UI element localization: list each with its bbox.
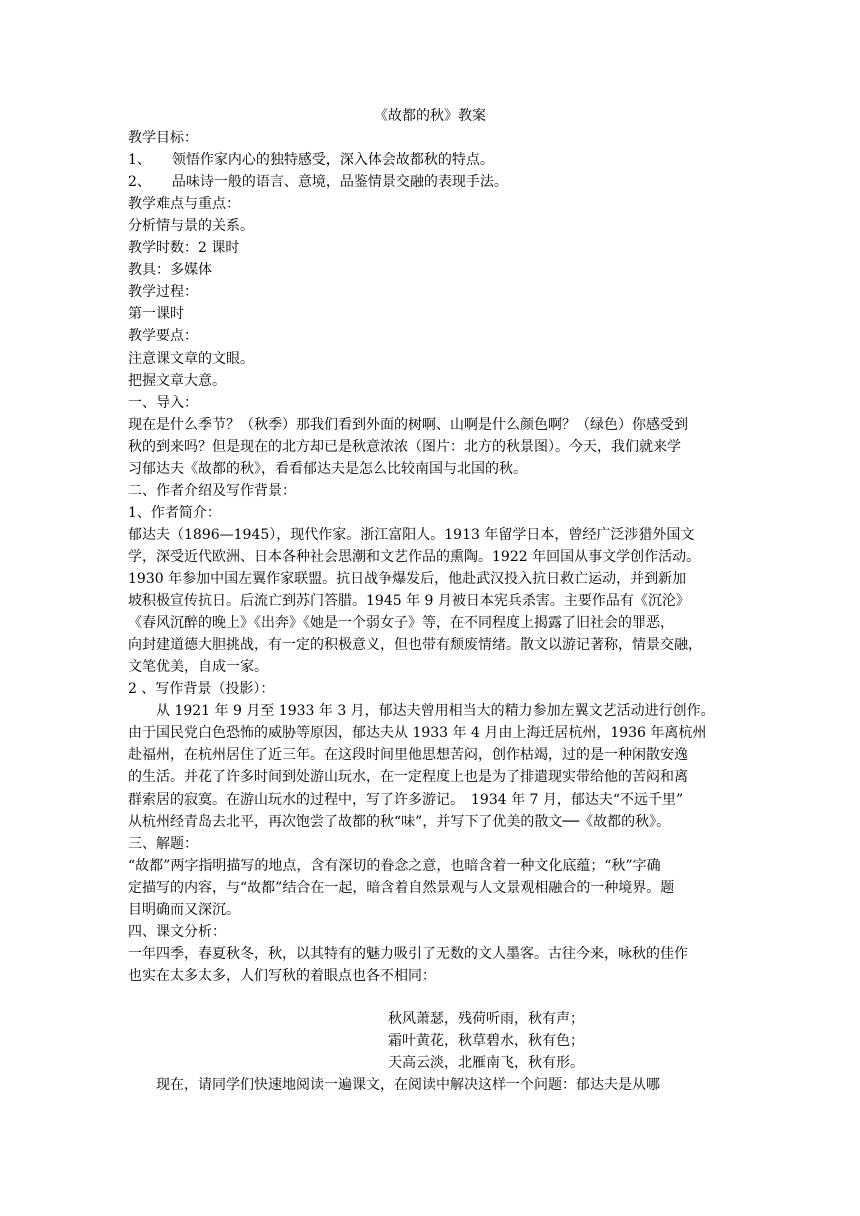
text-line: 坡积极宣传抗日。后流亡到苏门答腊。1945 年 9 月被日本宪兵杀害。主要作品有《沉沦》 xyxy=(128,593,690,610)
text-line: 二、作者介绍及写作背景： xyxy=(128,482,296,499)
text-line: 的生活。并花了许多时间到处游山玩水，在一定程度上也是为了排遣现实带给他的苦闷和离 xyxy=(128,769,688,786)
text-line: 2 、写作背景（投影）： xyxy=(128,681,275,698)
text-line: 教学难点与重点： xyxy=(128,196,240,213)
text-line: 郁达夫（1896—1945），现代作家。浙江富阳人。1913 年留学日本，曾经广泛涉猎外国文 xyxy=(128,526,695,543)
text-line: 教学时数：2 课时 xyxy=(128,240,240,257)
text-line: 《春风沉醉的晚上》《出奔》《她是一个弱女子》等，在不同程度上揭露了旧社会的罪恶， xyxy=(128,615,674,632)
text-line: 一、导入： xyxy=(128,394,198,411)
text-line: 注意课文章的文眼。 xyxy=(128,350,254,367)
text-line: 定描写的内容，与“故都”结合在一起，暗含着自然景观与人文景观相融合的一种境界。题 xyxy=(128,879,675,896)
text-line: 向封建道德大胆挑战，有一定的积极意义，但也带有颓废情绪。散文以游记著称，情景交融， xyxy=(128,637,702,654)
text-line: 四、课文分析： xyxy=(128,923,226,940)
text-line: “故都”两字指明描写的地点，含有深切的眷念之意，也暗含着一种文化底蕴；“秋”字确 xyxy=(128,857,661,874)
text-line: 赴福州，在杭州居住了近三年。在这段时间里他思想苦闷，创作枯竭，过的是一种闲散安逸 xyxy=(128,747,688,764)
text-line: 也实在太多太多，人们写秋的着眼点也各不相同： xyxy=(128,967,436,984)
text-line: 教具：多媒体 xyxy=(128,262,212,279)
text-line: 2、 品味诗一般的语言、意境，品鉴情景交融的表现手法。 xyxy=(128,174,508,191)
text-line: 从杭州经青岛去北平，再次饱尝了故都的秋“味”，并写下了优美的散文──《故都的秋》。 xyxy=(128,813,671,830)
verse-line: 秋风萧瑟，残荷听雨，秋有声； xyxy=(388,1011,584,1027)
text-line: 由于国民党白色恐怖的威胁等原因，郁达夫从 1933 年 4 月由上海迁居杭州，1936 年离杭州 xyxy=(128,725,707,742)
text-line: 三、解题： xyxy=(128,835,198,852)
text-line: 分析情与景的关系。 xyxy=(128,218,254,235)
text-line: 文笔优美，自成一家。 xyxy=(128,659,268,676)
closing-paragraph: 现在，请同学们快速地阅读一遍课文，在阅读中解决这样一个问题：郁达夫是从哪 xyxy=(128,1077,660,1093)
text-line: 从 1921 年 9 月至 1933 年 3 月，郁达夫曾用相当大的精力参加左翼文艺活动进行创作。 xyxy=(128,703,715,720)
text-line: 教学目标： xyxy=(128,130,198,146)
text-line: 第一课时 xyxy=(128,306,184,323)
text-line: 秋的到来吗？但是现在的北方却已是秋意浓浓（图片：北方的秋景图）。今天，我们就来学 xyxy=(128,438,681,455)
text-line: 教学过程： xyxy=(128,284,198,301)
text-line: 把握文章大意。 xyxy=(128,372,226,389)
verse-line: 天高云淡，北雁南飞，秋有形。 xyxy=(388,1055,584,1071)
text-line: 1、作者简介： xyxy=(128,504,221,521)
text-line: 一年四季，春夏秋冬，秋，以其特有的魅力吸引了无数的文人墨客。古往今来，咏秋的佳作 xyxy=(128,945,688,962)
verse-line: 霜叶黄花，秋草碧水，秋有色； xyxy=(388,1033,584,1049)
text-line: 现在是什么季节？（秋季）那我们看到外面的树啊、山啊是什么颜色啊？（绿色）你感受到 xyxy=(128,416,688,433)
text-line: 习郁达夫《故都的秋》，看看郁达夫是怎么比较南国与北国的秋。 xyxy=(128,460,527,477)
text-line: 目明确而又深沉。 xyxy=(128,901,240,918)
text-line: 1、 领悟作家内心的独特感受，深入体会故都秋的特点。 xyxy=(128,152,494,169)
text-line: 1930 年参加中国左翼作家联盟。抗日战争爆发后，他赴武汉投入抗日救亡运动，并到新加 xyxy=(128,571,687,587)
document-title: 《故都的秋》教案 xyxy=(374,108,486,124)
text-line: 群索居的寂寞。在游山玩水的过程中，写了许多游记。 1934 年 7 月，郁达夫“不远千里” xyxy=(128,791,684,808)
text-line: 教学要点： xyxy=(128,328,198,345)
text-line: 学，深受近代欧洲、日本各种社会思潮和文艺作品的熏陶。1922 年回国从事文学创作活动。 xyxy=(128,548,701,565)
